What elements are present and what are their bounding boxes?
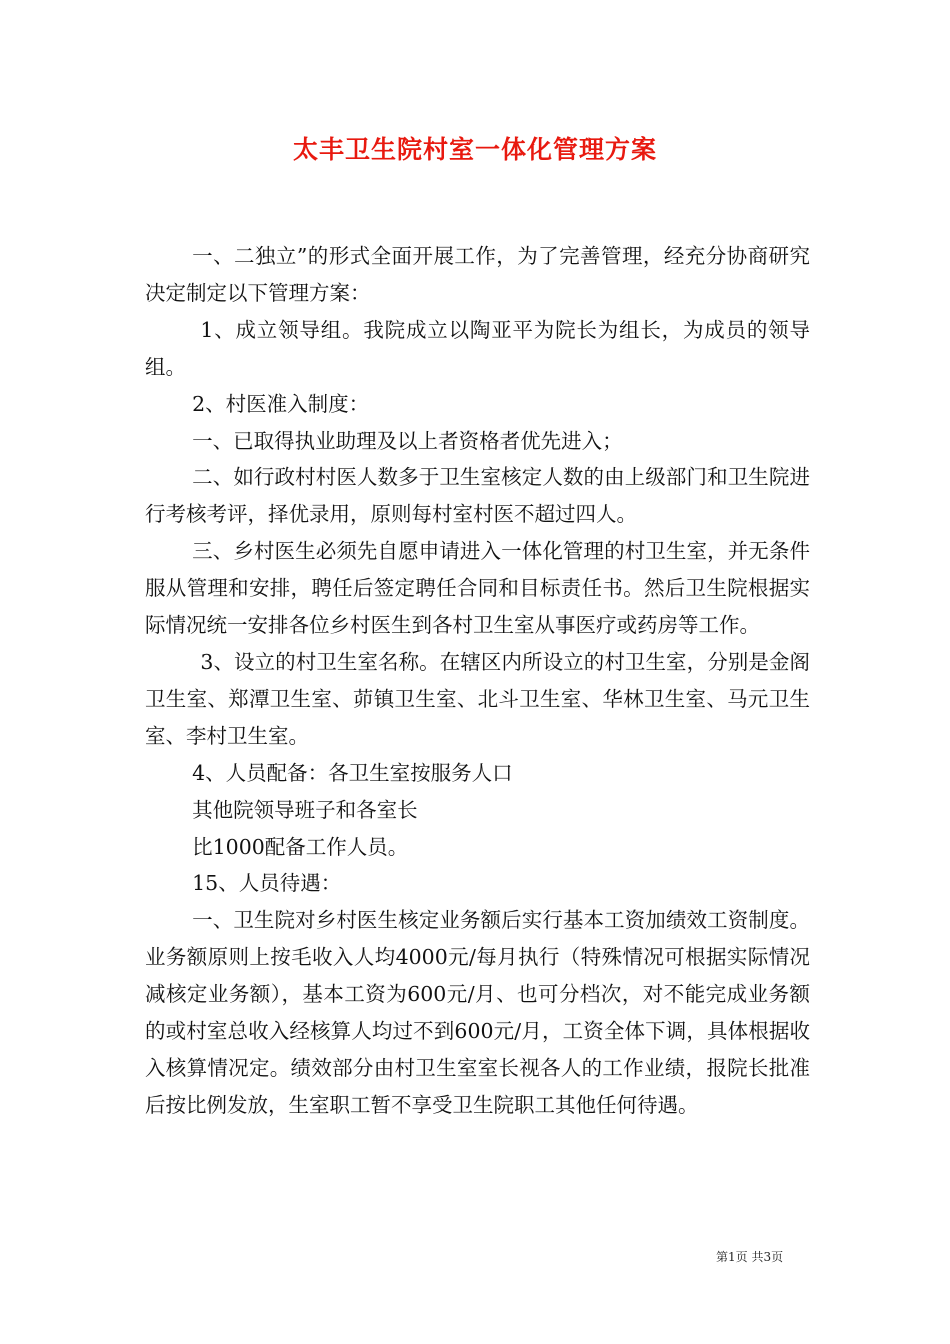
- paragraph-benefits-1: 一、卫生院对乡村医生核定业务额后实行基本工资加绩效工资制度。业务额原则上按毛收入人均4000元/每月执行（特殊情况可根据实际情况减核定业务额），基本工资为600元/月、也可分档次，对不能完成业务额的或村室总收入经核算人均过不到600元/月，工资全体下调，具体根据收入核算情况定。绩效部分由村卫生室室长视各人的工作业绩，报院长批准后按比例发放，生室职工暂不享受卫生院职工其他任何待遇。: [145, 908, 810, 1117]
- paragraph-leadership: 1、成立领导组。我院成立以陶亚平为院长为组长，为成员的领导组。: [145, 317, 810, 379]
- document-body: [145, 238, 810, 1124]
- paragraph-access-2: 二、如行政村村医人数多于卫生室核定人数的由上级部门和卫生院进行考核考评，择优录用，原则每村室村医不超过四人。: [145, 465, 810, 527]
- paragraph-intro: 一、二独立”的形式全面开展工作，为了完善管理，经充分协商研究决定制定以下管理方案：: [145, 244, 810, 305]
- page-number: 第1页 共3页: [716, 1250, 784, 1264]
- paragraph-access-heading: 2、村医准入制度：: [192, 391, 370, 416]
- document-title: 太丰卫生院村室一体化管理方案: [292, 135, 657, 164]
- paragraph-benefits-heading: 15、人员待遇：: [192, 871, 342, 896]
- paragraph-clinic-names: 3、设立的村卫生室名称。在辖区内所设立的村卫生室，分别是金阁卫生室、郑潭卫生室、茆镇卫生室、北斗卫生室、华林卫生室、马元卫生室、李村卫生室。: [145, 649, 810, 748]
- paragraph-staffing: 4、人员配备：各卫生室按服务人口: [192, 760, 513, 785]
- paragraph-access-1: 一、已取得执业助理及以上者资格者优先进入；: [192, 428, 623, 453]
- paragraph-staffing-leaders: 其他院领导班子和各室长: [192, 797, 418, 822]
- paragraph-access-3: 三、乡村医生必须先自愿申请进入一体化管理的村卫生室，并无条件服从管理和安排，聘任后签定聘任合同和目标责任书。然后卫生院根据实际情况统一安排各位乡村医生到各村卫生室从事医疗或药房等工作。: [145, 539, 810, 638]
- paragraph-staffing-ratio: 比1000配备工作人员。: [192, 834, 409, 859]
